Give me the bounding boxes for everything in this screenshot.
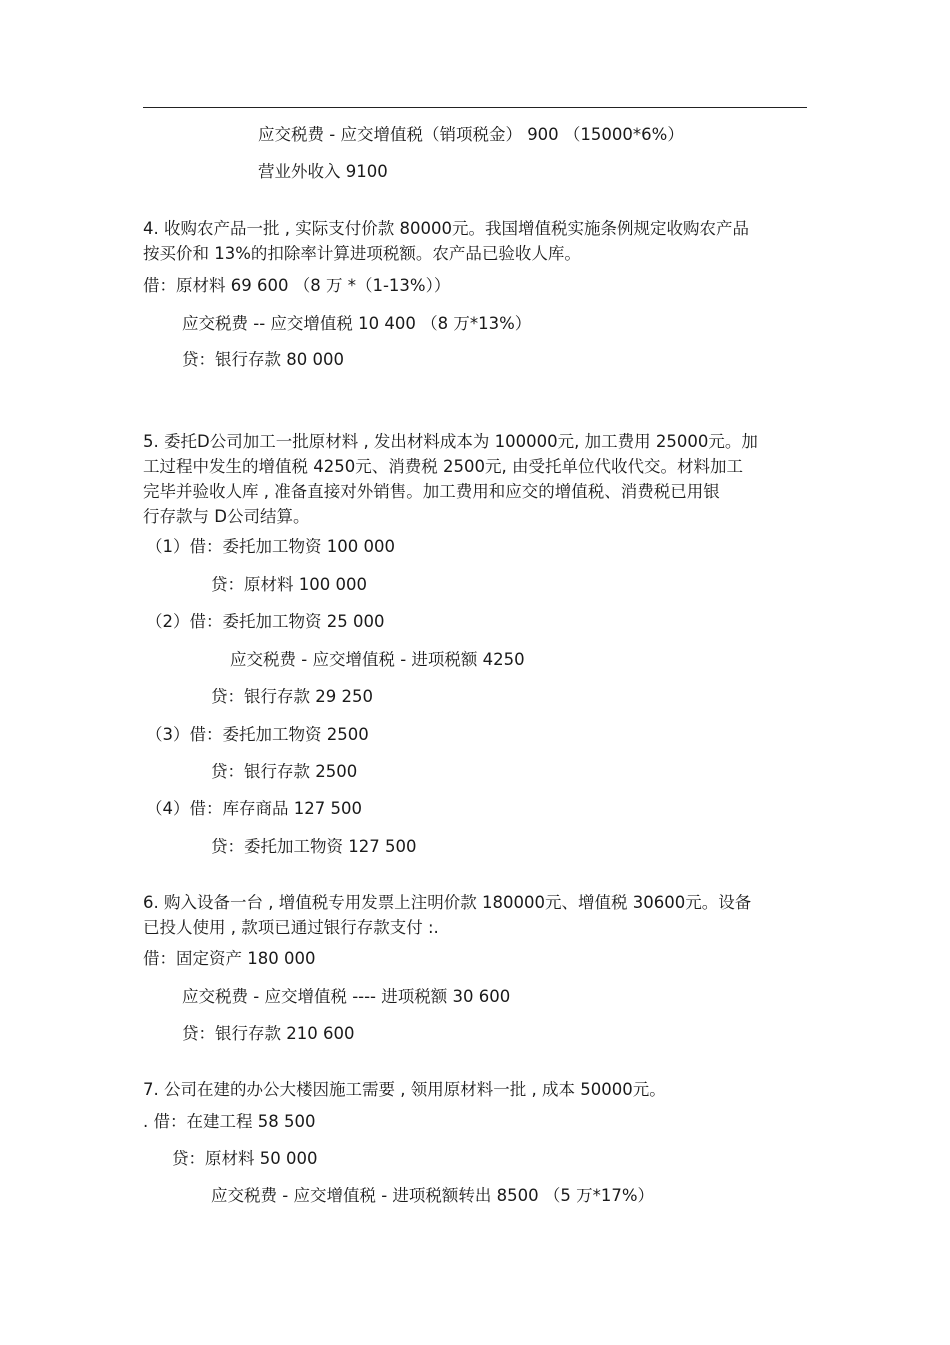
text-line: （2）借：委托加工物资 25 000: [146, 612, 385, 631]
text-line: 应交税费 - 应交增值税（销项税金） 900 （15000*6%）: [258, 125, 684, 144]
text-line: （1）借：委托加工物资 100 000: [146, 537, 395, 556]
text-line: 营业外收入 9100: [258, 162, 388, 181]
text-line: 6. 购入设备一台 , 增值税专用发票上注明价款 180000元、增值税 30600元。设备: [143, 893, 752, 912]
header-rule: [143, 107, 807, 108]
text-line: 贷：银行存款 2500: [211, 762, 358, 781]
text-line: 贷：委托加工物资 127 500: [211, 837, 417, 856]
text-line: 贷：银行存款 80 000: [182, 350, 344, 369]
text-line: 应交税费 - 应交增值税 ---- 进项税额 30 600: [182, 987, 511, 1006]
text-line: . 借：在建工程 58 500: [143, 1112, 316, 1131]
text-line: 借：固定资产 180 000: [143, 949, 316, 968]
text-line: 贷：原材料 50 000: [172, 1149, 318, 1168]
text-line: 贷：原材料 100 000: [211, 575, 367, 594]
text-line: 借：原材料 69 600 （8 万 *（1-13%））: [143, 276, 451, 295]
text-line: （4）借：库存商品 127 500: [146, 799, 362, 818]
text-line: 贷：银行存款 29 250: [211, 687, 373, 706]
text-line: 5. 委托D公司加工一批原材料 , 发出材料成本为 100000元, 加工费用 25000元。加: [143, 432, 758, 451]
text-line: 工过程中发生的增值税 4250元、消费税 2500元, 由受托单位代收代交。材料加工: [143, 457, 743, 476]
text-line: 应交税费 -- 应交增值税 10 400 （8 万*13%）: [182, 314, 532, 333]
text-line: 行存款与 D公司结算。: [143, 507, 310, 526]
text-line: 已投人使用 , 款项已通过银行存款支付 :.: [143, 918, 439, 937]
text-line: （3）借：委托加工物资 2500: [146, 725, 369, 744]
text-line: 贷：银行存款 210 600: [182, 1024, 355, 1043]
text-line: 应交税费 - 应交增值税 - 进项税额 4250: [230, 650, 525, 669]
text-line: 应交税费 - 应交增值税 - 进项税额转出 8500 （5 万*17%）: [211, 1186, 655, 1205]
text-line: 按买价和 13%的扣除率计算进项税额。农产品已验收人库。: [143, 244, 581, 263]
text-line: 4. 收购农产品一批 , 实际支付价款 80000元。我国增值税实施条例规定收购农产品: [143, 219, 749, 238]
text-line: 7. 公司在建的办公大楼因施工需要 , 领用原材料一批 , 成本 50000元。: [143, 1080, 666, 1099]
text-line: 完毕并验收人库 , 准备直接对外销售。加工费用和应交的增值税、消费税已用银: [143, 482, 720, 501]
